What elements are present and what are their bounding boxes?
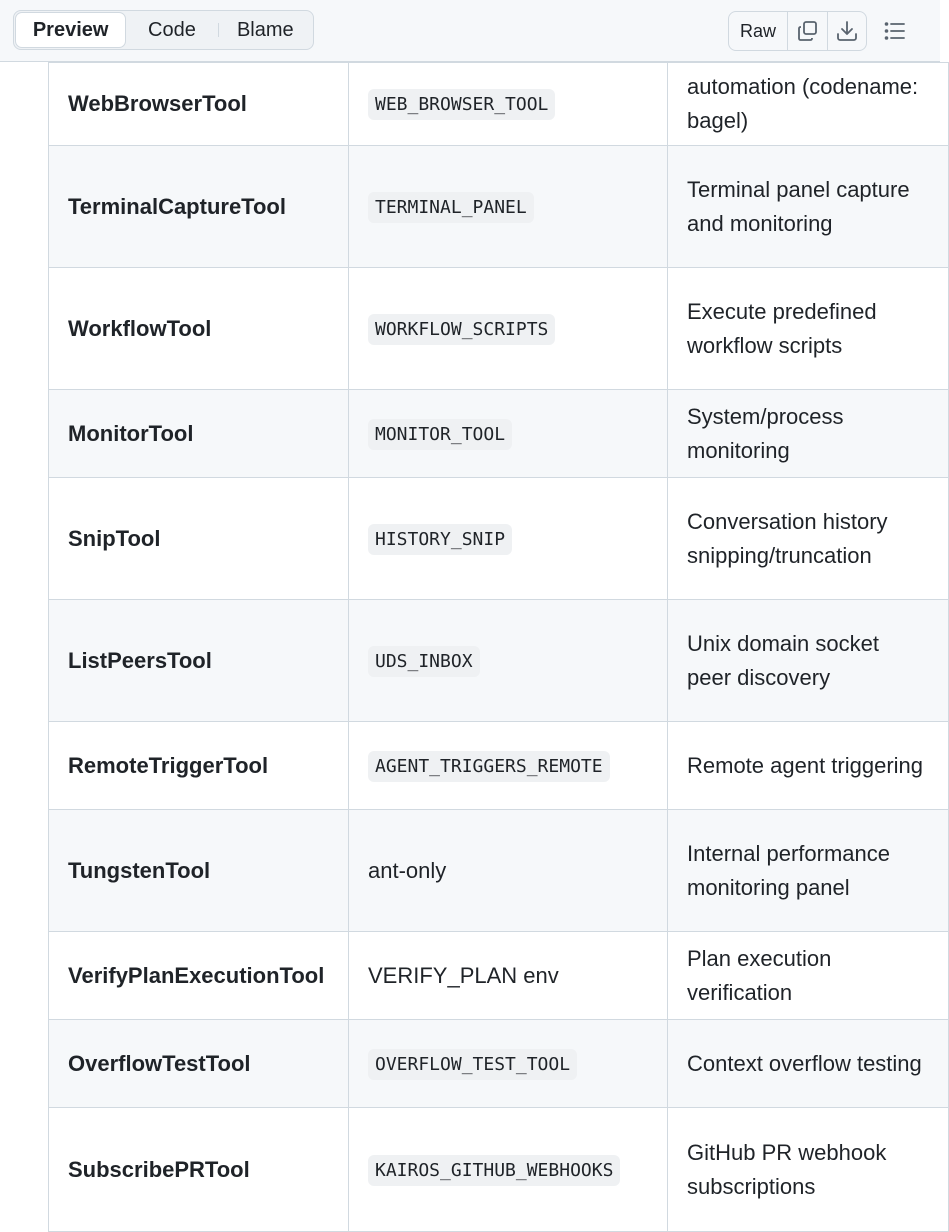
description-cell: Plan execution verification <box>668 932 949 1020</box>
description-cell: Conversation history snipping/truncation <box>668 478 949 600</box>
feature-flag-cell <box>349 478 668 600</box>
download-raw-button[interactable] <box>827 12 866 50</box>
file-actions-group <box>728 11 867 51</box>
description-cell: Unix domain socket peer discovery <box>668 600 949 722</box>
tab-blame[interactable]: Blame <box>236 18 294 41</box>
table-row <box>49 268 949 390</box>
feature-flag-code: HISTORY_SNIP <box>368 524 512 555</box>
table-row <box>49 146 949 268</box>
description-cell: Context overflow testing <box>668 1020 949 1108</box>
tools-table <box>48 62 949 1232</box>
tool-name-cell: SubscribePRTool <box>49 1108 349 1232</box>
tool-name-cell: VerifyPlanExecutionTool <box>49 932 349 1020</box>
feature-flag-cell <box>349 600 668 722</box>
description-cell: GitHub PR webhook subscriptions <box>668 1108 949 1232</box>
feature-flag-cell <box>349 63 668 146</box>
tool-name-cell: TungstenTool <box>49 810 349 932</box>
file-view-toolbar <box>0 0 940 62</box>
feature-flag-code: MONITOR_TOOL <box>368 419 512 450</box>
feature-flag-cell: ant-only <box>349 810 668 932</box>
tool-name-cell: MonitorTool <box>49 390 349 478</box>
copy-icon <box>796 19 820 43</box>
feature-flag-cell <box>349 722 668 810</box>
description-cell: Execute predefined workflow scripts <box>668 268 949 390</box>
tab-code[interactable]: Code <box>148 18 196 41</box>
feature-flag-code: TERMINAL_PANEL <box>368 192 534 223</box>
outline-list-icon <box>883 19 907 43</box>
tool-name-cell: RemoteTriggerTool <box>49 722 349 810</box>
description-cell: Remote agent triggering <box>668 722 949 810</box>
description-cell: System/process monitoring <box>668 390 949 478</box>
table-row <box>49 1108 949 1232</box>
feature-flag-cell: VERIFY_PLAN env <box>349 932 668 1020</box>
description-cell: Terminal panel capture and monitoring <box>668 146 949 268</box>
feature-flag-code: AGENT_TRIGGERS_REMOTE <box>368 751 610 782</box>
table-row <box>49 478 949 600</box>
table-row <box>49 63 949 146</box>
feature-flag-code: WEB_BROWSER_TOOL <box>368 89 555 120</box>
description-cell: Internal performance monitoring panel <box>668 810 949 932</box>
tool-name-cell: SnipTool <box>49 478 349 600</box>
table-row <box>49 600 949 722</box>
feature-flag-code: KAIROS_GITHUB_WEBHOOKS <box>368 1155 620 1186</box>
tool-name-cell: OverflowTestTool <box>49 1020 349 1108</box>
tool-name-cell: WebBrowserTool <box>49 63 349 146</box>
feature-flag-cell <box>349 146 668 268</box>
download-icon <box>835 19 859 43</box>
markdown-table-container <box>48 62 924 1200</box>
description-cell: automation (codename: bagel) <box>668 63 949 146</box>
table-row <box>49 1020 949 1108</box>
outline-button[interactable] <box>876 12 914 50</box>
feature-flag-cell <box>349 1108 668 1232</box>
tool-name-cell: ListPeersTool <box>49 600 349 722</box>
feature-flag-cell <box>349 390 668 478</box>
table-row <box>49 810 949 932</box>
tab-preview[interactable]: Preview <box>15 12 126 48</box>
copy-raw-button[interactable] <box>788 12 827 50</box>
tool-name-cell: WorkflowTool <box>49 268 349 390</box>
view-mode-segmented-control <box>13 10 314 50</box>
table-row <box>49 390 949 478</box>
raw-button[interactable]: Raw <box>729 12 788 50</box>
feature-flag-cell <box>349 268 668 390</box>
feature-flag-cell <box>349 1020 668 1108</box>
tool-name-cell: TerminalCaptureTool <box>49 146 349 268</box>
feature-flag-code: WORKFLOW_SCRIPTS <box>368 314 555 345</box>
table-row <box>49 932 949 1020</box>
feature-flag-code: UDS_INBOX <box>368 646 480 677</box>
table-row <box>49 722 949 810</box>
feature-flag-code: OVERFLOW_TEST_TOOL <box>368 1049 577 1080</box>
